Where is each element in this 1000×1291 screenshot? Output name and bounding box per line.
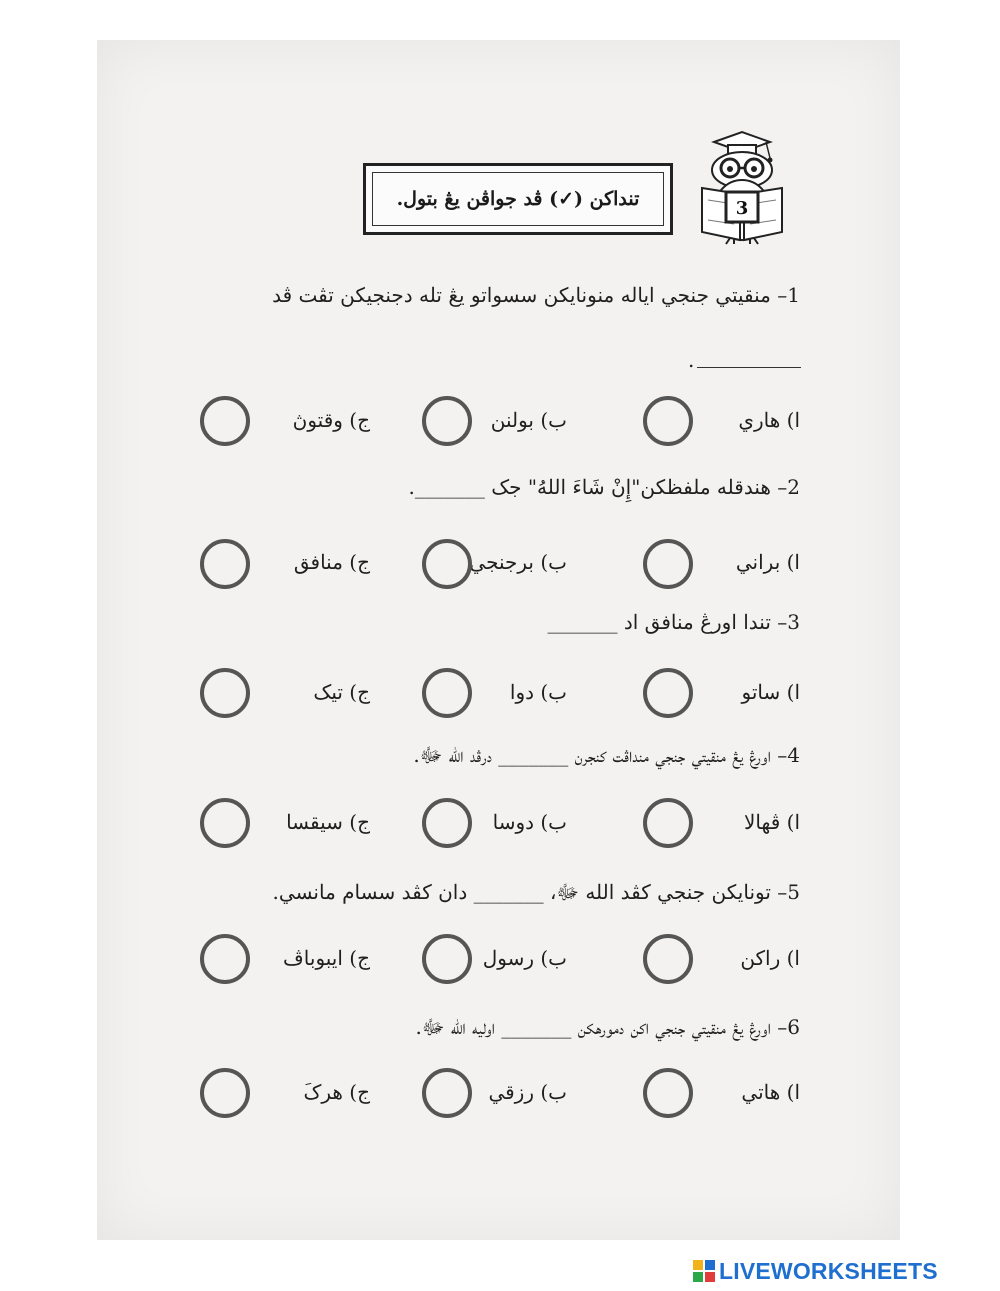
instruction-text: تنداكن (✓) ڤد جواڤن يڠ بتول. [396, 188, 640, 210]
q2-option-b-circle[interactable] [422, 539, 472, 589]
q2-option-a-circle[interactable] [643, 539, 693, 589]
instruction-box [363, 163, 673, 235]
q5-option-c: ج) ايبوباڤ [283, 946, 370, 970]
question-1-blank [697, 367, 801, 368]
q5-option-b-circle[interactable] [422, 934, 472, 984]
q6-option-b-circle[interactable] [422, 1068, 472, 1118]
liveworksheets-logo[interactable] [693, 1256, 938, 1286]
q2-option-a: ا) براني [735, 550, 800, 574]
question-5: 5– تونايکن جنجي کڤد الله ﷻ، _______ دان کڤد سسام مانسي. [272, 880, 800, 904]
worksheet-number: 3 [735, 198, 749, 219]
question-3: 3– تندا اورڠ منافق اد _______ [547, 610, 800, 634]
question-1-end: . [688, 348, 695, 372]
q6-option-c: ج) هرکَ [303, 1080, 370, 1104]
question-4: 4– اورڠ يڠ منقيتي جنجي منداڤت کنجرن _______ درڤد الله ﷻ. [413, 743, 800, 767]
q5-option-c-circle[interactable] [200, 934, 250, 984]
q6-option-c-circle[interactable] [200, 1068, 250, 1118]
q6-option-b: ب) رزقي [488, 1080, 567, 1104]
q4-option-c-circle[interactable] [200, 798, 250, 848]
q5-option-a: ا) راکن [740, 946, 800, 970]
q4-option-b: ب) دوسا [492, 810, 567, 834]
q2-option-c: ج) منافق [293, 550, 370, 574]
q5-option-b: ب) رسول [482, 946, 567, 970]
q4-option-c: ج) سيقسا [286, 810, 370, 834]
question-1: 1– منقيتي جنجي اياله منونايكن سسواتو يڠ تله دجنجيكن تڤت ڤد [272, 283, 800, 307]
owl-mascot-icon [692, 128, 792, 246]
q3-option-a: ا) ساتو [741, 680, 800, 704]
q3-option-c: ج) تيک [313, 680, 370, 704]
question-2: 2– هندقله ملفظكن"إِنْ شَاءَ اللهُ" جک _______. [408, 475, 800, 499]
q3-option-b: ب) دوا [509, 680, 567, 704]
q1-option-b: ب) بولنن [490, 408, 567, 432]
liveworksheets-logo-icon [693, 1260, 715, 1282]
q1-option-a: ا) هاري [738, 408, 800, 432]
question-6: 6– اورڠ يڠ منقيتي جنجي اکن دمورهکن _______ اوليه الله ﷻ. [415, 1015, 800, 1039]
q3-option-b-circle[interactable] [422, 668, 472, 718]
q4-option-a-circle[interactable] [643, 798, 693, 848]
liveworksheets-brand-text: LIVEWORKSHEETS [719, 1257, 938, 1284]
q1-option-a-circle[interactable] [643, 396, 693, 446]
q5-option-a-circle[interactable] [643, 934, 693, 984]
q3-option-c-circle[interactable] [200, 668, 250, 718]
q3-option-a-circle[interactable] [643, 668, 693, 718]
q1-option-c-circle[interactable] [200, 396, 250, 446]
q4-option-b-circle[interactable] [422, 798, 472, 848]
q2-option-c-circle[interactable] [200, 539, 250, 589]
q1-option-b-circle[interactable] [422, 396, 472, 446]
q4-option-a: ا) ڤهالا [744, 810, 800, 834]
q1-option-c: ج) وقتوڽ [292, 408, 370, 432]
q2-option-b: ب) برجنجي [469, 550, 567, 574]
q6-option-a-circle[interactable] [643, 1068, 693, 1118]
q6-option-a: ا) هاتي [741, 1080, 800, 1104]
